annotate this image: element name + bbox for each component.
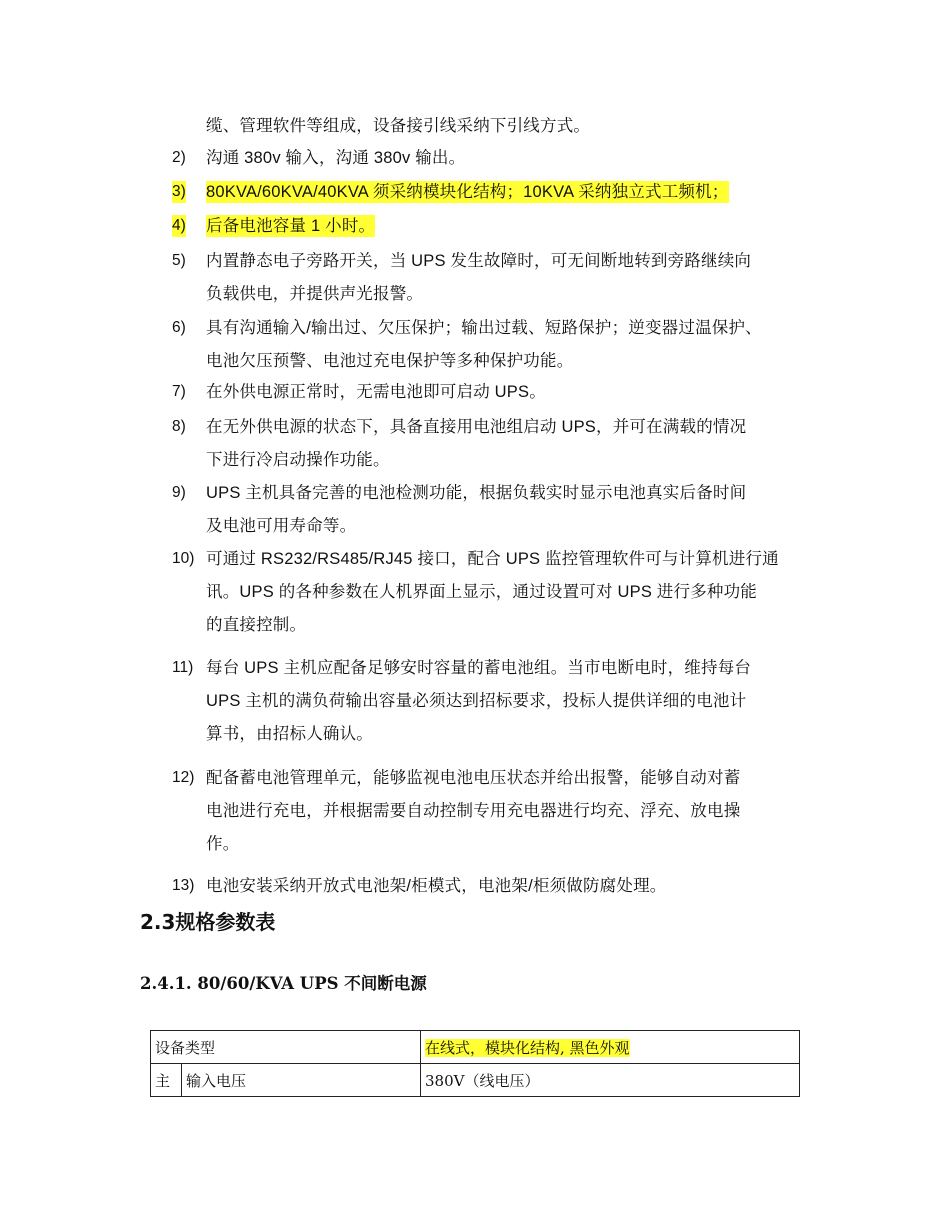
list-item-text: 配备蓄电池管理单元，能够监视电池电压状态并给出报警，能够自动对蓄 [206, 769, 741, 787]
list-item-number: 2) [172, 149, 186, 166]
list-item-text: UPS 主机的满负荷输出容量必须达到招标要求，投标人提供详细的电池计 [206, 692, 747, 710]
list-item-number: 4) [172, 215, 186, 237]
section-heading: 2.3规格参数表 [140, 910, 276, 934]
list-item-number: 11) [172, 659, 194, 676]
list-item-text: 电池安装采纳开放式电池架/柜模式，电池架/柜须做防腐处理。 [206, 877, 667, 895]
list-item-text: 具有沟通输入/输出过、欠压保护；输出过载、短路保护；逆变器过温保护、 [206, 319, 762, 337]
table-cell-group: 主 [151, 1064, 182, 1097]
list-item-text: 的直接控制。 [206, 616, 307, 634]
list-item-text: 沟通 380v 输入，沟通 380v 输出。 [206, 149, 466, 167]
list-item-text: 缆、管理软件等组成，设备接引线采纳下引线方式。 [206, 117, 591, 135]
list-item-number: 9) [172, 484, 186, 501]
table-cell-label: 设备类型 [151, 1031, 421, 1064]
list-item-text: 可通过 RS232/RS485/RJ45 接口，配合 UPS 监控管理软件可与计算机进行通 [206, 550, 779, 568]
table-row [151, 1031, 800, 1064]
list-item-text: 电池欠压预警、电池过充电保护等多种保护功能。 [206, 352, 574, 370]
list-item-text: 负载供电，并提供声光报警。 [206, 285, 424, 303]
list-item-text: 每台 UPS 主机应配备足够安时容量的蓄电池组。当市电断电时，维持每台 [206, 659, 752, 677]
list-item-text: 及电池可用寿命等。 [206, 517, 357, 535]
subsection-heading: 2.4.1. 80/60/KVA UPS 不间断电源 [140, 974, 427, 993]
spec-table [150, 1030, 800, 1097]
list-item-text: 后备电池容量 1 小时。 [206, 217, 376, 235]
highlighted-value: 在线式，模块化结构, 黑色外观 [425, 1038, 630, 1057]
list-item-text: 80KVA/60KVA/40KVA 须采纳模块化结构；10KVA 采纳独立式工频机； [206, 183, 729, 201]
list-item-number: 8) [172, 418, 186, 435]
list-item-text: UPS 主机具备完善的电池检测功能，根据负载实时显示电池真实后备时间 [206, 484, 747, 502]
list-item-text: 电池进行充电，并根据需要自动控制专用充电器进行均充、浮充、放电操 [206, 802, 741, 820]
table-cell-label: 输入电压 [182, 1064, 421, 1097]
list-item-text: 内置静态电子旁路开关，当 UPS 发生故障时，可无间断地转到旁路继续向 [206, 252, 752, 270]
list-item-text: 在外供电源正常时，无需电池即可启动 UPS。 [206, 383, 546, 401]
table-cell-value: 380V（线电压） [421, 1064, 800, 1097]
list-item-number: 6) [172, 319, 186, 336]
list-item-number: 5) [172, 252, 186, 269]
table-cell-value [421, 1031, 800, 1064]
table-row [151, 1064, 800, 1097]
list-item-number: 10) [172, 550, 195, 567]
list-item-number: 3) [172, 181, 186, 203]
list-item-text: 在无外供电源的状态下，具备直接用电池组启动 UPS，并可在满载的情况 [206, 418, 747, 436]
list-item-text: 作。 [206, 835, 240, 853]
list-item-number: 7) [172, 383, 186, 400]
list-item-text: 讯。UPS 的各种参数在人机界面上显示，通过设置可对 UPS 进行多种功能 [206, 583, 758, 601]
list-item-text: 算书，由招标人确认。 [206, 725, 373, 743]
list-item-text: 下进行冷启动操作功能。 [206, 451, 390, 469]
list-item-number: 12) [172, 769, 195, 786]
list-item-number: 13) [172, 877, 195, 894]
